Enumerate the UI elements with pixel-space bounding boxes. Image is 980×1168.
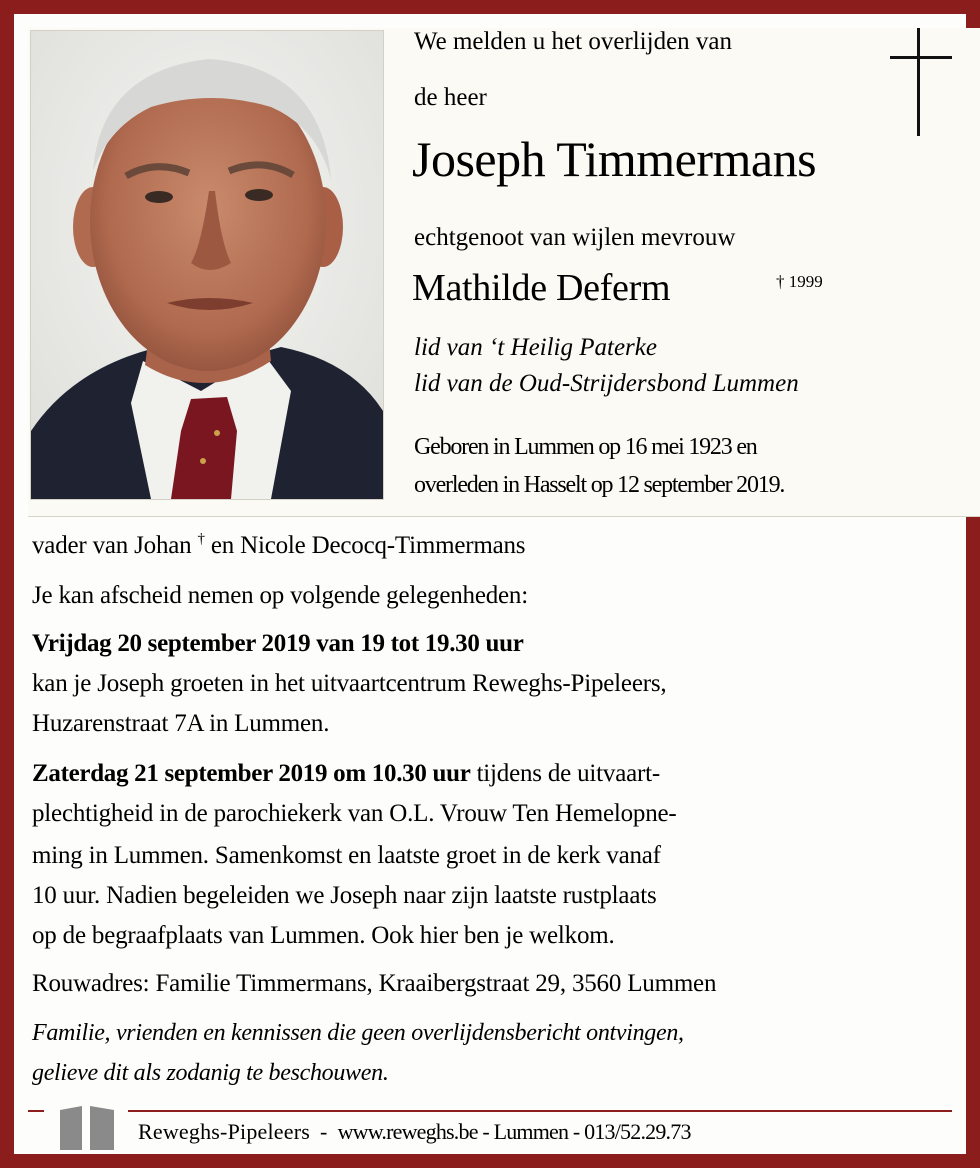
footer-rule-left	[28, 1110, 44, 1112]
portrait-photo	[30, 30, 384, 500]
funeral-line-1	[32, 760, 660, 788]
funeral-date: Zaterdag 21 september 2019 om 10.30 uur	[32, 760, 471, 787]
notice-line-2: gelieve dit als zodanig te beschouwen.	[32, 1060, 389, 1086]
intro-line-1: We melden u het overlijden van	[414, 28, 733, 55]
footer-rule-right	[128, 1110, 952, 1112]
notice-line-1: Familie, vrienden en kennissen die geen overlijdensbericht ontvingen,	[32, 1020, 684, 1046]
mourning-address: Rouwadres: Familie Timmermans, Kraaibergstraat 29, 3560 Lummen	[32, 970, 717, 997]
funeral-home-logo-icon	[58, 1104, 116, 1152]
footer-contact	[138, 1119, 691, 1145]
footer-company: Reweghs-Pipeleers	[138, 1119, 311, 1144]
cross-icon	[890, 28, 952, 136]
funeral-line-5: op de begraafplaats van Lummen. Ook hier ben je welkom.	[32, 922, 615, 949]
died-line: overleden in Hasselt op 12 september 2019.	[414, 472, 785, 498]
funeral-line-4: 10 uur. Nadien begeleiden we Joseph naar zijn laatste rustplaats	[32, 882, 657, 909]
farewell-intro: Je kan afscheid nemen op volgende gelegenheden:	[32, 582, 528, 609]
dagger-mark: †	[197, 531, 205, 547]
membership-1: lid van ‘t Heilig Paterke	[414, 334, 657, 361]
intro-line-2: de heer	[414, 84, 487, 111]
visitation-date: Vrijdag 20 september 2019 van 19 tot 19.30 uur	[32, 630, 524, 657]
family-line	[32, 532, 525, 560]
visitation-line-2: Huzarenstraat 7A in Lummen.	[32, 710, 330, 737]
deceased-name: Joseph Timmermans	[412, 131, 817, 187]
footer-details: www.reweghs.be - Lummen - 013/52.29.73	[337, 1119, 691, 1144]
visitation-line-1: kan je Joseph groeten in het uitvaartcentrum Reweghs-Pipeleers,	[32, 670, 667, 697]
spouse-intro: echtgenoot van wijlen mevrouw	[414, 224, 736, 251]
footer-separator: -	[320, 1119, 328, 1144]
spouse-death-year: † 1999	[776, 272, 823, 291]
funeral-line-3: ming in Lummen. Samenkomst en laatste groet in de kerk vanaf	[32, 842, 661, 869]
funeral-line-1-rest: tijdens de uitvaart-	[476, 760, 661, 787]
spouse-name: Mathilde Deferm	[412, 267, 671, 309]
father-prefix: vader van Johan	[32, 532, 192, 559]
membership-2: lid van de Oud-Strijdersbond Lummen	[414, 370, 799, 397]
born-line: Geboren in Lummen op 16 mei 1923 en	[414, 434, 757, 460]
funeral-line-2: plechtigheid in de parochiekerk van O.L. Vrouw Ten Hemelopne-	[32, 800, 677, 827]
father-suffix: en Nicole Decocq-Timmermans	[210, 532, 526, 559]
